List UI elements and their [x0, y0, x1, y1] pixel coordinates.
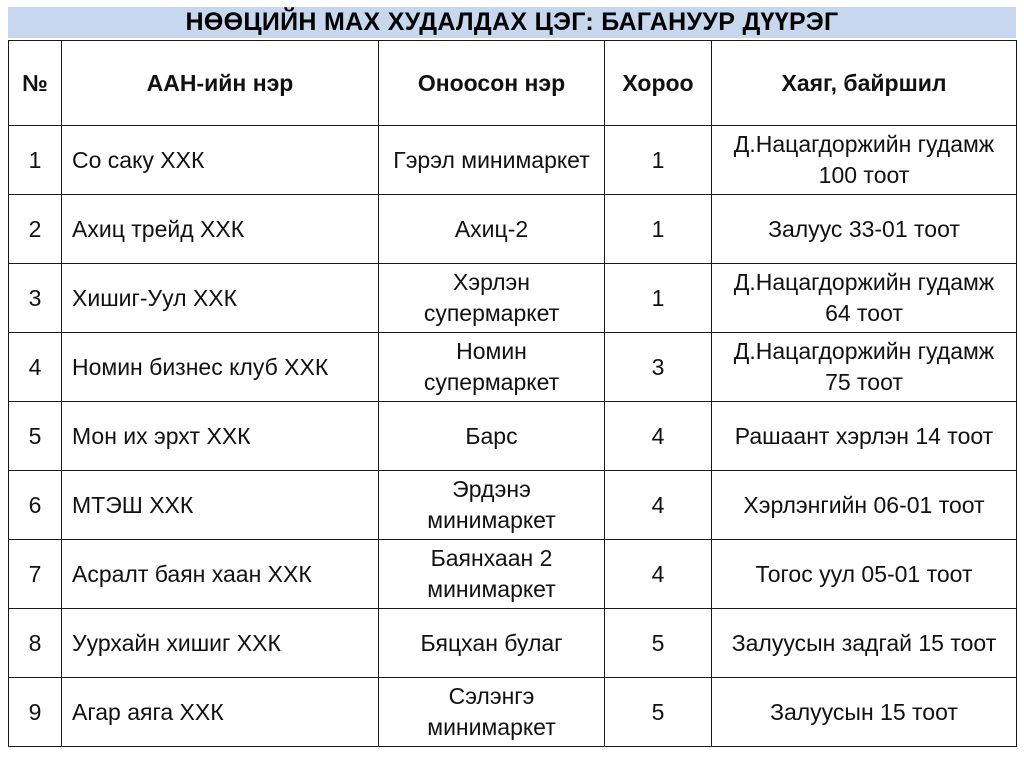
cell-company-name: Ахиц трейд ХХК [62, 195, 379, 264]
page-title: НӨӨЦИЙН МАХ ХУДАЛДАХ ЦЭГ: БАГАНУУР ДҮҮРЭГ [8, 7, 1016, 38]
cell-number: 4 [9, 333, 62, 402]
cell-khoroo: 5 [605, 609, 712, 678]
cell-company-name: Асралт баян хаан ХХК [62, 540, 379, 609]
cell-company-name: Хишиг-Уул ХХК [62, 264, 379, 333]
cell-khoroo: 1 [605, 264, 712, 333]
cell-company-name: МТЭШ ХХК [62, 471, 379, 540]
cell-address: Д.Нацагдоржийн гудамж 75 тоот [712, 333, 1017, 402]
table-row [9, 195, 1017, 264]
cell-khoroo: 3 [605, 333, 712, 402]
cell-number: 1 [9, 126, 62, 195]
header-company-name: ААН-ийн нэр [62, 41, 379, 126]
cell-address: Рашаант хэрлэн 14 тоот [712, 402, 1017, 471]
cell-address: Тогос уул 05-01 тоот [712, 540, 1017, 609]
cell-address: Д.Нацагдоржийн гудамж 64 тоот [712, 264, 1017, 333]
cell-khoroo: 4 [605, 471, 712, 540]
table-row [9, 540, 1017, 609]
cell-alias-name: Ахиц-2 [379, 195, 605, 264]
table-header-row [9, 41, 1017, 126]
cell-number: 5 [9, 402, 62, 471]
cell-address: Хэрлэнгийн 06-01 тоот [712, 471, 1017, 540]
table-row [9, 471, 1017, 540]
table-row [9, 333, 1017, 402]
cell-address: Залуусын 15 тоот [712, 678, 1017, 747]
cell-company-name: Со саку ХХК [62, 126, 379, 195]
cell-address: Залуусын задгай 15 тоот [712, 609, 1017, 678]
meat-outlets-table [8, 40, 1017, 747]
cell-company-name: Агар аяга ХХК [62, 678, 379, 747]
cell-khoroo: 1 [605, 195, 712, 264]
cell-number: 6 [9, 471, 62, 540]
cell-number: 2 [9, 195, 62, 264]
cell-alias-name: Барс [379, 402, 605, 471]
cell-alias-name: Номин супермаркет [379, 333, 605, 402]
cell-number: 7 [9, 540, 62, 609]
table-row [9, 126, 1017, 195]
cell-alias-name: Гэрэл минимаркет [379, 126, 605, 195]
cell-alias-name: Баянхаан 2 минимаркет [379, 540, 605, 609]
table-row [9, 678, 1017, 747]
cell-khoroo: 4 [605, 540, 712, 609]
cell-alias-name: Эрдэнэ минимаркет [379, 471, 605, 540]
table-row [9, 609, 1017, 678]
cell-alias-name: Сэлэнгэ минимаркет [379, 678, 605, 747]
cell-alias-name: Хэрлэн супермаркет [379, 264, 605, 333]
cell-company-name: Уурхайн хишиг ХХК [62, 609, 379, 678]
cell-alias-name: Бяцхан булаг [379, 609, 605, 678]
header-alias-name: Оноосон нэр [379, 41, 605, 126]
cell-address: Залуус 33-01 тоот [712, 195, 1017, 264]
header-address: Хаяг, байршил [712, 41, 1017, 126]
header-number: № [9, 41, 62, 126]
cell-khoroo: 4 [605, 402, 712, 471]
cell-company-name: Номин бизнес клуб ХХК [62, 333, 379, 402]
header-khoroo: Хороо [605, 41, 712, 126]
cell-company-name: Мон их эрхт ХХК [62, 402, 379, 471]
cell-khoroo: 1 [605, 126, 712, 195]
cell-number: 3 [9, 264, 62, 333]
cell-number: 8 [9, 609, 62, 678]
table-row [9, 264, 1017, 333]
table-row [9, 402, 1017, 471]
cell-khoroo: 5 [605, 678, 712, 747]
cell-address: Д.Нацагдоржийн гудамж 100 тоот [712, 126, 1017, 195]
cell-number: 9 [9, 678, 62, 747]
